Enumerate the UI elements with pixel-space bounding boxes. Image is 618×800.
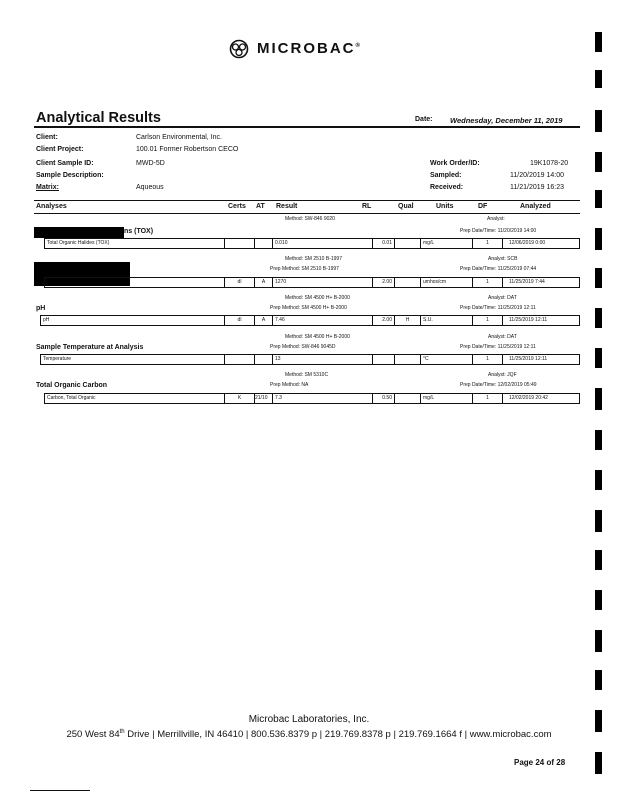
col-qual: Qual — [398, 203, 414, 210]
description-label: Sample Description: — [36, 172, 104, 179]
client-label: Client: — [36, 134, 58, 141]
footer-company: Microbac Laboratories, Inc. — [248, 714, 370, 725]
cell-certs: dl — [225, 278, 255, 287]
footer-address-sup: th — [119, 729, 125, 735]
logo-text: MICROBAC — [257, 40, 356, 57]
prep-method-line: Prep Method: SM 4500 H+ B-2000 — [270, 305, 347, 311]
cell-at: A — [255, 316, 273, 325]
col-at: AT — [256, 203, 265, 210]
table-header-bottom-rule — [34, 213, 580, 214]
cell-result: 7.3 — [273, 394, 373, 403]
scan-bar — [595, 752, 602, 774]
scan-bar — [595, 470, 602, 490]
prep-datetime-line: Prep Date/Time: 11/20/2019 14:00 — [460, 228, 537, 234]
prep-method-line: Prep Method: NA — [270, 382, 309, 388]
prep-datetime-line: Prep Date/Time: 11/25/2019 12:11 — [460, 305, 536, 311]
scan-bar — [595, 110, 602, 132]
cell-df: 1 — [473, 394, 503, 403]
cell-df: 1 — [473, 239, 503, 248]
date-label: Date: — [415, 116, 433, 123]
redaction-box — [34, 227, 124, 238]
cell-rl: 0.01 — [373, 239, 395, 248]
matrix-value: Aqueous — [136, 184, 164, 191]
scan-bar — [595, 590, 602, 610]
title-divider — [34, 126, 580, 128]
cell-qual — [395, 355, 421, 364]
client-value: Carlson Environmental, Inc. — [136, 134, 222, 141]
cell-df: 1 — [473, 316, 503, 325]
analyst-line: Analyst: — [487, 216, 505, 222]
project-label: Client Project: — [36, 146, 84, 153]
sample-id-label: Client Sample ID: — [36, 160, 94, 167]
table-row — [44, 238, 580, 249]
method-line: Method: SM 4500 H+ B-2000 — [285, 334, 350, 340]
col-result: Result — [276, 203, 298, 210]
scan-bar — [595, 348, 602, 368]
cell-result: 0.010 — [273, 239, 373, 248]
prep-method-line: Prep Method: SM 2510 B-1997 — [270, 266, 339, 272]
scan-bar — [595, 228, 602, 250]
table-header-top-rule — [34, 200, 580, 201]
section-name: pH — [36, 305, 46, 312]
sampled-label: Sampled: — [430, 172, 462, 179]
work-order-value: 19K1078-20 — [530, 160, 569, 167]
table-row — [44, 277, 580, 288]
date-value: Wednesday, December 11, 2019 — [450, 116, 563, 125]
col-df: DF — [478, 203, 488, 210]
cell-rl: 0.50 — [373, 394, 395, 403]
cell-analyzed: 12/06/2019 0:00 — [509, 240, 546, 246]
cell-analyzed: 11/25/2019 7:44 — [509, 279, 545, 285]
analyst-line: Analyst: SCB — [488, 256, 518, 262]
method-line: Method: SM 4500 H+ B-2000 — [285, 295, 350, 301]
scan-bar — [595, 190, 602, 208]
prep-method-line: Prep Method: SW-846 9045D — [270, 344, 336, 350]
method-line: Method: SM 2510 B-1997 — [285, 256, 342, 262]
cell-at — [255, 239, 273, 248]
cell-qual — [395, 278, 421, 287]
cell-units: S.U. — [421, 316, 473, 325]
scan-bar — [595, 308, 602, 328]
cell-units: mg/L — [421, 394, 473, 403]
cell-analyte: Temperature — [41, 355, 225, 364]
scan-bar — [595, 670, 602, 690]
col-analyzed: Analyzed — [520, 203, 551, 210]
cell-certs — [225, 355, 255, 364]
work-order-label: Work Order/ID: — [430, 160, 480, 167]
cell-result: 13 — [273, 355, 373, 364]
cell-qual: H — [395, 316, 421, 325]
cell-units: mg/L — [421, 239, 473, 248]
method-line: Method: SM 5310C — [285, 372, 329, 378]
sampled-value: 11/20/2019 14:00 — [510, 172, 564, 179]
section-name: Total Organic Carbon — [36, 382, 108, 389]
col-analyses: Analyses — [36, 203, 67, 210]
prep-datetime-line: Prep Date/Time: 11/25/2019 07:44 — [460, 266, 537, 272]
cell-units: °C — [421, 355, 473, 364]
cell-df: 1 — [473, 278, 503, 287]
scan-bar — [595, 70, 602, 88]
cell-analyte — [45, 278, 225, 287]
table-row — [40, 354, 580, 365]
footer-address-pre: 250 West 84 — [66, 729, 120, 741]
analyst-line: Analyst: DAT — [488, 334, 517, 340]
received-label: Received: — [430, 184, 464, 191]
col-certs: Certs — [228, 203, 246, 210]
received-value: 11/21/2019 16:23 — [510, 184, 564, 191]
cell-rl: 2.00 — [373, 278, 395, 287]
cell-result: 7.46 — [273, 316, 373, 325]
scan-bar — [595, 388, 602, 410]
scan-bar — [595, 510, 602, 532]
cell-certs: K — [225, 394, 255, 403]
footer-address — [0, 729, 618, 740]
page-title: Analytical Results — [36, 110, 161, 126]
cell-analyte: Total Organic Halides (TOX) — [45, 239, 225, 248]
table-row — [44, 393, 580, 404]
microbac-logo-icon — [228, 39, 250, 59]
matrix-label: Matrix: — [36, 184, 59, 191]
cell-analyte: Carbon, Total Organic — [45, 394, 225, 403]
scan-bar — [595, 550, 602, 570]
microbac-logo — [230, 40, 362, 57]
method-line: Method: SW-846 9020 — [285, 216, 335, 222]
cell-qual — [395, 394, 421, 403]
scan-bar — [595, 630, 602, 652]
section-name: Sample Temperature at Analysis — [36, 344, 144, 351]
cell-rl — [373, 355, 395, 364]
scan-bar — [595, 152, 602, 172]
cell-at: 21/10 — [255, 394, 273, 403]
cell-result: 1270 — [273, 278, 373, 287]
logo-registered: ® — [355, 43, 362, 49]
cell-at — [255, 355, 273, 364]
cell-analyzed: 12/02/2019 20:42 — [509, 395, 548, 401]
prep-datetime-line: Prep Date/Time: 11/25/2019 12:11 — [460, 344, 536, 350]
scan-bar — [595, 268, 602, 288]
cell-analyzed: 11/25/2019 12:11 — [509, 317, 548, 323]
cell-analyzed: 11/25/2019 12:11 — [509, 356, 548, 362]
prep-datetime-line: Prep Date/Time: 12/02/2019 05:49 — [460, 382, 537, 388]
project-value: 100.01 Former Robertson CECO — [136, 146, 239, 153]
col-rl: RL — [362, 203, 372, 210]
footer-address-post: Drive | Merrillville, IN 46410 | 800.536.8379 p | 219.769.8378 p | 219.769.1664 f | www.microbac.com — [124, 729, 552, 741]
cell-at: A — [255, 278, 273, 287]
table-row — [40, 315, 580, 326]
cell-certs: dl — [225, 316, 255, 325]
cell-units: umhos/cm — [421, 278, 473, 287]
cell-certs — [225, 239, 255, 248]
scan-bar — [595, 430, 602, 450]
analyst-line: Analyst: DAT — [488, 295, 517, 301]
cell-df: 1 — [473, 355, 503, 364]
cell-rl: 2.00 — [373, 316, 395, 325]
sample-id-value: MWD-5D — [136, 160, 165, 167]
cell-qual — [395, 239, 421, 248]
section-name: ns (TOX) — [124, 228, 154, 235]
scan-bar — [595, 32, 602, 52]
analyst-line: Analyst: JQF — [488, 372, 517, 378]
col-units: Units — [436, 203, 454, 210]
bottom-divider — [30, 790, 90, 791]
cell-analyte: pH — [41, 316, 225, 325]
page-number: Page 24 of 28 — [514, 758, 566, 767]
